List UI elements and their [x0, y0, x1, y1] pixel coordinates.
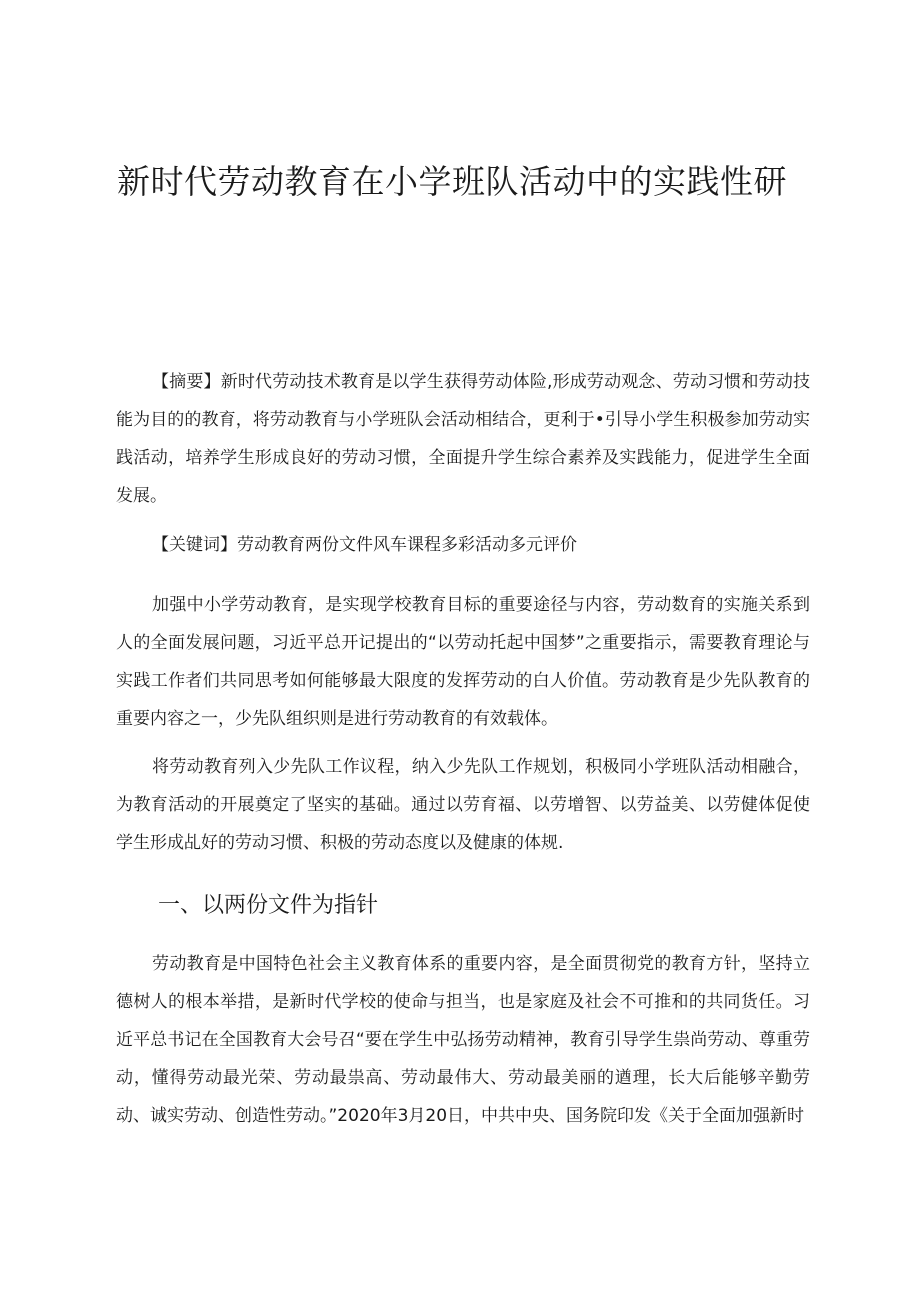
body-paragraph-2: 将劳动教育列入少先队工作议程，纳入少先队工作规划，积极同小学班队活动相融合，为教育活动的开展奠定了坚实的基础。通过以劳育福、以劳增智、以劳益美、以劳健体促使学生形成乩好的劳动习惯、积极的劳动态度以及健康的体规. [116, 757, 810, 853]
keywords-line: 【关键词】劳动教育两份文件风车课程多彩活动多元评价 [152, 535, 577, 555]
body-paragraph-3: 劳动教育是中国特色社会主义教育体系的重要内容，是全面贯彻党的教育方针，坚持立德树人的根本举措，是新时代学校的使命与担当，也是家庭及社会不可推和的共同货任。习近平总书记在全国教育大会号召“要在学生中弘扬劳动精神，教育引导学生祟尚劳动、尊重劳动，懂得劳动最光荣、劳动最祟高、劳动最伟大、劳动最美丽的遒理，长大后能够辛勤劳动、诚实劳动、创造性劳动。”2020年3月20日，中共中央、国务院印发《关于全面加强新时 [116, 954, 810, 1126]
abstract-paragraph: 【摘要】新时代劳动技术教育是以学生获得劳动体险,形成劳动观念、劳动习惯和劳动技能为目的的教育，将劳动教育与小学班队会活动相结合，更利于•引导小学生积极参加劳动实践活动，培养学生形成良好的劳动习惯，全面提升学生综合素养及实践能力，促进学生全面发展。 [116, 372, 810, 506]
body-paragraph-1: 加强中小学劳动教育，是实现学校教育目标的重要途径与内容，劳动数育的实施关系到人的全面发展问题，习近平总开记提出的“以劳动托起中国梦”之重要指示，需要教育理论与实践工作者们共同思考如何能够最大限度的发挥劳动的白人价值。劳动教育是少先队教育的重要内容之一，少先队组织则是进行劳动教育的有效载体。 [116, 595, 810, 729]
document-title: 新时代劳动教育在小学班队活动中的实践性研 [117, 162, 787, 201]
section-heading-1: 一、以两份文件为指针 [158, 893, 379, 918]
